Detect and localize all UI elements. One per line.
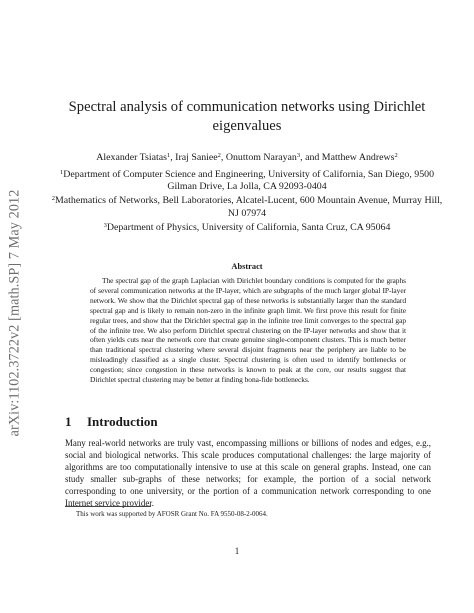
footnote-divider	[65, 506, 151, 507]
affiliation: $^3$Department of Physics, University of California, Santa Cruz, CA 95064	[103, 221, 391, 233]
author: Iraj Saniee$^2$,	[175, 152, 226, 163]
page-number: 1	[234, 546, 240, 556]
affiliation: $^2$Mathematics of Networks, Bell Laboratories, Alcatel-Lucent, 600 Mountain Avenue, Murray Hill, NJ 07974	[51, 195, 443, 219]
arxiv-identifier-stamp	[2, 148, 28, 478]
abstract-heading: Abstract	[231, 262, 263, 271]
arxiv-identifier-text: arXiv:1102.3722v2 [math.SP] 7 May 2012	[6, 189, 23, 437]
author-list	[48, 149, 446, 164]
footnote: This work was supported by AFOSR Grant No. FA 9550-08-2-0064.	[76, 510, 268, 518]
author: Alexander Tsiatas$^1$,	[96, 152, 176, 163]
section-heading	[65, 414, 158, 430]
affiliation: $^1$Department of Computer Science and Engineering, University of California, San Diego, 9500 Gilman Drive, La Jolla, CA 92093-0404	[59, 169, 435, 193]
author: Onuttom Narayan$^3$, and	[225, 152, 322, 163]
paper-title: Spectral analysis of communication networks using Dirichlet eigenvalues	[68, 99, 426, 134]
affiliation-list	[48, 167, 446, 234]
abstract-body: The spectral gap of the graph Laplacian with Dirichlet boundary conditions is computed for the graphs of several communication networks at the IP-layer, which are subgraphs of the much larger global IP-layer network. We show that the Dirichlet spectral gap of these networks is substantially larger than the standard spectral gap and is likely to remain non-zero in the infinite graph limit. We first prove this result for finite regular trees, and show that the Dirichlet spectral gap in the infinite tree limit converges to the spectral gap of the infinite tree. We also perform Dirichlet spectral clustering on the IP-layer networks and show that it often yields cuts near the network core that create genuine single-component clusters. This is much better than traditional spectral clustering where several disjoint fragments near the periphery are liable to be misleadingly classified as a single cluster. Spectral clustering is often used to identify bottlenecks or congestion; since congestion in these networks is known to peak at the core, our results suggest that Dirichlet spectral clustering may be better at finding bona-fide bottlenecks.	[90, 276, 406, 385]
author: Matthew Andrews$^2$	[321, 152, 398, 163]
section-body: Many real-world networks are truly vast, encompassing millions or billions of nodes and edges, e.g., social and biological networks. This scale produces computational challenges: the large majority of algorithms are too computationally intensive to use at this scale on general graphs. Instead, one can study smaller sub-graphs of these networks; for example, the portion of a social network corresponding to one university, or the portion of a communication network corresponding to one Internet service provider.	[65, 438, 431, 509]
section-title: Introduction	[87, 414, 158, 429]
section-number: 1	[65, 414, 72, 429]
